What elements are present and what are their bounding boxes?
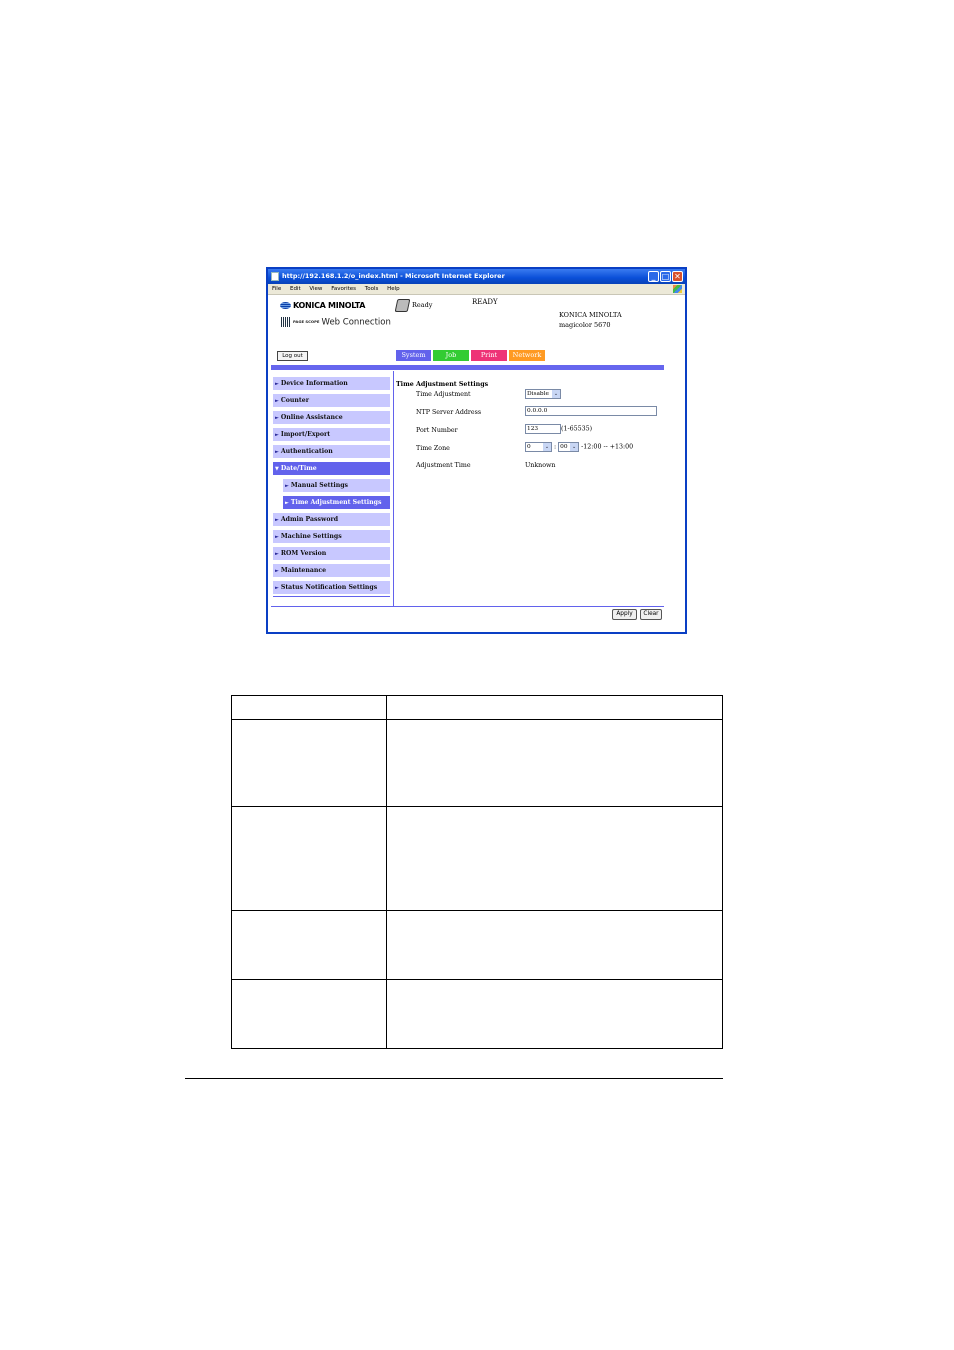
sidebar-item-manual-settings[interactable]: [283, 479, 390, 492]
time-zone-range-hint: -12:00 -- +13:00: [581, 443, 634, 451]
table-row-divider: [232, 910, 722, 911]
arrow-right-icon: ►: [275, 415, 279, 421]
printer-icon: [395, 299, 411, 312]
sidebar-item-counter[interactable]: [273, 394, 390, 407]
internet-explorer-icon: [271, 272, 279, 281]
window-title: http://192.168.1.2/o_index.html - Microsoft Internet Explorer: [282, 272, 505, 280]
port-range-hint: (1-65535): [561, 425, 593, 433]
tab-network[interactable]: Network: [509, 350, 545, 361]
sidebar-item-label: Maintenance: [280, 567, 327, 574]
maximize-button[interactable]: □: [661, 272, 670, 281]
sidebar-item-admin-password[interactable]: [273, 513, 390, 526]
table-row-divider: [232, 806, 722, 807]
time-adjustment-select[interactable]: [525, 389, 561, 399]
globe-logo-icon: [280, 302, 291, 309]
arrow-right-icon: ►: [275, 585, 279, 591]
sidebar-item-label: Counter: [280, 397, 309, 404]
time-zone-minute-select[interactable]: [558, 442, 579, 452]
tab-system[interactable]: System: [396, 350, 431, 361]
description-table: [231, 695, 723, 1049]
sidebar-item-time-adjustment-settings[interactable]: [283, 496, 390, 509]
sidebar-item-status-notification-settings[interactable]: [273, 581, 390, 594]
time-zone-hour-value: 0: [527, 444, 531, 450]
chevron-down-icon: ⌄: [544, 444, 550, 450]
tab-job[interactable]: Job: [433, 350, 469, 361]
arrow-right-icon: ►: [275, 432, 279, 438]
apply-button[interactable]: Apply: [612, 609, 637, 620]
device-maker: KONICA MINOLTA: [559, 311, 622, 319]
sidebar-item-label: Date/Time: [280, 465, 317, 472]
sidebar-item-rom-version[interactable]: [273, 547, 390, 560]
tab-print[interactable]: Print: [471, 350, 507, 361]
sidebar-item-label: Time Adjustment Settings: [290, 499, 382, 506]
table-row-divider: [232, 979, 722, 980]
time-zone-separator: :: [554, 443, 557, 451]
logout-button[interactable]: Log out: [277, 351, 308, 361]
web-page: [268, 295, 685, 632]
arrow-right-icon: ►: [275, 449, 279, 455]
arrow-right-icon: ►: [275, 398, 279, 404]
status-ready-small: Ready: [412, 301, 433, 309]
adjustment-time-value: Unknown: [525, 462, 556, 469]
arrow-right-icon: ►: [285, 483, 289, 489]
sidebar-item-label: Online Assistance: [280, 414, 343, 421]
header-divider: [271, 365, 664, 370]
sidebar-item-import-export[interactable]: [273, 428, 390, 441]
page-title: Time Adjustment Settings: [396, 381, 489, 388]
sidebar-item-authentication[interactable]: [273, 445, 390, 458]
sidebar-item-label: Admin Password: [280, 516, 339, 523]
windows-flag-icon: [673, 285, 682, 293]
sidebar-item-machine-settings[interactable]: [273, 530, 390, 543]
time-zone-minute-value: 00: [560, 444, 568, 450]
sidebar-item-label: Import/Export: [280, 431, 331, 438]
konica-minolta-logo: [280, 301, 365, 310]
arrow-right-icon: ►: [285, 500, 289, 506]
sidebar-item-label: Authentication: [280, 448, 333, 455]
pagescope-mark-icon: [281, 317, 291, 327]
footer-divider: [271, 606, 664, 607]
page-footer-rule: [185, 1078, 723, 1079]
sidebar-item-date-time[interactable]: [273, 462, 390, 475]
arrow-right-icon: ►: [275, 534, 279, 540]
chevron-down-icon: ⌄: [553, 391, 559, 397]
sidebar-item-maintenance[interactable]: [273, 564, 390, 577]
port-number-label: Port Number: [416, 427, 458, 434]
ntp-server-label: NTP Server Address: [416, 409, 482, 416]
sidebar-item-label: Machine Settings: [280, 533, 342, 540]
table-row-divider: [232, 719, 722, 720]
time-zone-hour-select[interactable]: [525, 442, 552, 452]
sidebar-item-label: Device Information: [280, 380, 348, 387]
arrow-right-icon: ►: [275, 517, 279, 523]
menu-favorites[interactable]: Favorites: [331, 286, 357, 292]
brand-name: KONICA MINOLTA: [293, 301, 366, 310]
title-bar: [268, 269, 685, 284]
menu-file[interactable]: File: [272, 286, 282, 292]
sidebar-item-label: Status Notification Settings: [280, 584, 378, 591]
sidebar-item-online-assistance[interactable]: [273, 411, 390, 424]
arrow-right-icon: ►: [275, 568, 279, 574]
table-column-divider: [386, 696, 387, 1048]
menu-bar: [268, 284, 685, 295]
close-button[interactable]: ✕: [672, 271, 683, 282]
chevron-down-icon: ⌄: [572, 444, 577, 450]
time-adjustment-label: Time Adjustment: [416, 391, 471, 398]
port-number-input[interactable]: 123: [525, 424, 561, 434]
adjustment-time-label: Adjustment Time: [416, 462, 471, 469]
product-name: Web Connection: [321, 317, 391, 328]
content-divider: [393, 371, 394, 606]
arrow-right-icon: ►: [275, 381, 279, 387]
sidebar-item-device-information[interactable]: [273, 377, 390, 390]
minimize-button[interactable]: _: [648, 271, 659, 282]
sidebar-item-label: Manual Settings: [290, 482, 349, 489]
sidebar-item-label: ROM Version: [280, 550, 327, 557]
device-model: magicolor 5670: [559, 321, 611, 329]
menu-edit[interactable]: Edit: [289, 286, 301, 292]
pagescope-logo: [281, 317, 391, 328]
browser-window: [266, 267, 687, 634]
pagescope-small-text: PAGE SCOPE: [293, 319, 320, 324]
arrow-down-icon: ▼: [275, 466, 279, 472]
time-adjustment-value: Disable: [527, 391, 549, 397]
menu-help[interactable]: Help: [387, 286, 400, 292]
sidebar: [273, 377, 390, 597]
arrow-right-icon: ►: [275, 551, 279, 557]
menu-tools[interactable]: Tools: [364, 286, 379, 292]
time-zone-label: Time Zone: [416, 445, 450, 452]
ntp-server-input[interactable]: 0.0.0.0: [525, 406, 657, 416]
menu-view[interactable]: View: [309, 286, 323, 292]
status-ready: READY: [472, 298, 498, 306]
device-name: [559, 310, 622, 330]
clear-button[interactable]: Clear: [640, 609, 662, 620]
sidebar-divider: [273, 596, 390, 597]
